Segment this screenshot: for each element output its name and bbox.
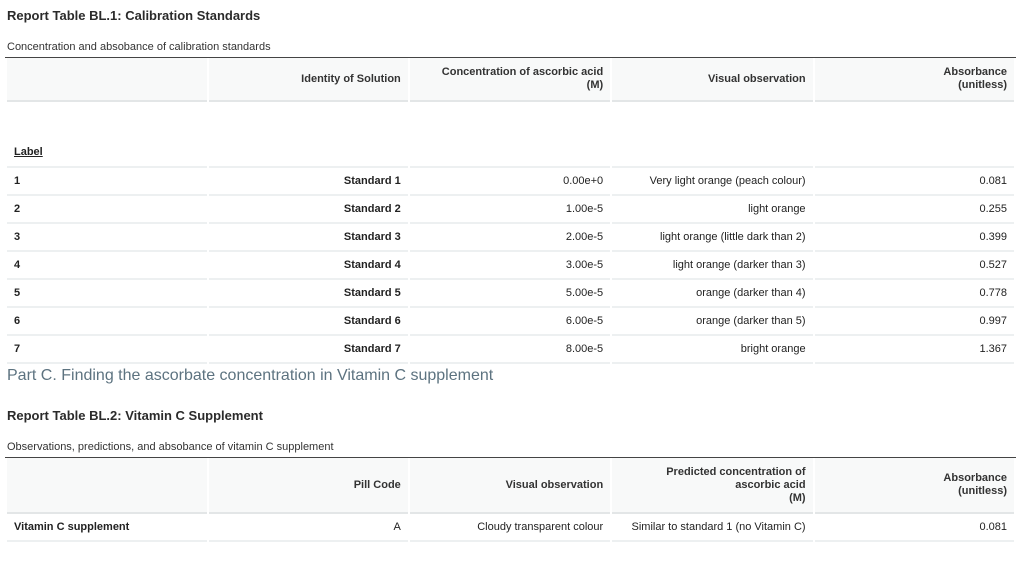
- row-concentration: 3.00e-5: [410, 252, 610, 280]
- table2-header-row: [7, 458, 1014, 514]
- header-concentration-line2: (M): [586, 79, 604, 91]
- row-visual: light orange (darker than 3): [612, 252, 812, 280]
- table-row: [7, 168, 1014, 196]
- row-identity: Standard 5: [209, 280, 407, 308]
- row-label: 6: [7, 308, 207, 336]
- row-visual: Very light orange (peach colour): [612, 168, 812, 196]
- label-column-header: Label: [7, 102, 207, 168]
- header-predicted-line1: Predicted concentration of: [666, 465, 806, 478]
- row-label: 3: [7, 224, 207, 252]
- table1-corner-header: [7, 58, 207, 102]
- row-absorbance: 0.997: [815, 308, 1014, 336]
- empty-cell: [410, 102, 610, 168]
- table-row: [7, 252, 1014, 280]
- header-visual: Visual observation: [612, 58, 812, 102]
- table1-title: Report Table BL.1: Calibration Standards: [7, 8, 261, 23]
- row-identity: Standard 2: [209, 196, 407, 224]
- vitamin-c-table: [5, 457, 1016, 542]
- header-pill-code: Pill Code: [209, 458, 407, 514]
- table2-caption: Observations, predictions, and absobance of vitamin C supplement: [7, 441, 334, 453]
- table-row: [7, 196, 1014, 224]
- row-concentration: 0.00e+0: [410, 168, 610, 196]
- row-visual: light orange: [612, 196, 812, 224]
- header-absorbance-line2: (unitless): [958, 79, 1007, 91]
- table1-caption: Concentration and absobance of calibration standards: [7, 41, 271, 53]
- header-absorbance: [815, 58, 1014, 102]
- header-concentration: [410, 58, 610, 102]
- header-absorbance: [815, 458, 1014, 514]
- header-predicted-line3: (M): [789, 491, 806, 504]
- table-row: [7, 280, 1014, 308]
- table1-container: [7, 57, 1016, 364]
- row-label: 7: [7, 336, 207, 364]
- header-concentration-line1: Concentration of ascorbic acid: [441, 66, 604, 78]
- row-visual: orange (darker than 5): [612, 308, 812, 336]
- row-pill-code: A: [209, 514, 407, 542]
- row-identity: Standard 4: [209, 252, 407, 280]
- table2-container: [7, 457, 1016, 542]
- row-absorbance: 0.081: [815, 514, 1014, 542]
- row-identity: Standard 3: [209, 224, 407, 252]
- row-identity: Standard 1: [209, 168, 407, 196]
- header-visual: Visual observation: [410, 458, 610, 514]
- header-absorbance-line1: Absorbance: [943, 66, 1007, 78]
- row-visual: Cloudy transparent colour: [410, 514, 610, 542]
- row-concentration: 1.00e-5: [410, 196, 610, 224]
- empty-cell: [209, 102, 407, 168]
- row-visual: light orange (little dark than 2): [612, 224, 812, 252]
- row-identity: Standard 7: [209, 336, 407, 364]
- row-absorbance: 0.081: [815, 168, 1014, 196]
- row-absorbance: 0.778: [815, 280, 1014, 308]
- row-label: 1: [7, 168, 207, 196]
- table2-title: Report Table BL.2: Vitamin C Supplement: [7, 408, 263, 423]
- row-concentration: 5.00e-5: [410, 280, 610, 308]
- table-row: [7, 308, 1014, 336]
- row-label: Vitamin C supplement: [7, 514, 207, 542]
- row-label: 4: [7, 252, 207, 280]
- header-predicted: [612, 458, 812, 514]
- row-concentration: 6.00e-5: [410, 308, 610, 336]
- calibration-table: [5, 57, 1016, 364]
- header-absorbance-line2: (unitless): [958, 485, 1007, 497]
- table1-label-row: [7, 102, 1014, 168]
- row-identity: Standard 6: [209, 308, 407, 336]
- row-absorbance: 0.527: [815, 252, 1014, 280]
- row-absorbance: 0.255: [815, 196, 1014, 224]
- empty-cell: [612, 102, 812, 168]
- section-title: Part C. Finding the ascorbate concentration in Vitamin C supplement: [7, 367, 494, 384]
- table-row: [7, 336, 1014, 364]
- row-predicted: Similar to standard 1 (no Vitamin C): [612, 514, 812, 542]
- row-absorbance: 0.399: [815, 224, 1014, 252]
- empty-cell: [815, 102, 1014, 168]
- table-row: [7, 224, 1014, 252]
- row-concentration: 2.00e-5: [410, 224, 610, 252]
- header-absorbance-line1: Absorbance: [943, 472, 1007, 484]
- table1-header-row: [7, 58, 1014, 102]
- header-identity: Identity of Solution: [209, 58, 407, 102]
- row-label: 5: [7, 280, 207, 308]
- header-predicted-line2: ascorbic acid: [735, 478, 806, 491]
- table-row: [7, 514, 1014, 542]
- table2-corner-header: [7, 458, 207, 514]
- row-concentration: 8.00e-5: [410, 336, 610, 364]
- row-label: 2: [7, 196, 207, 224]
- row-visual: orange (darker than 4): [612, 280, 812, 308]
- row-visual: bright orange: [612, 336, 812, 364]
- row-absorbance: 1.367: [815, 336, 1014, 364]
